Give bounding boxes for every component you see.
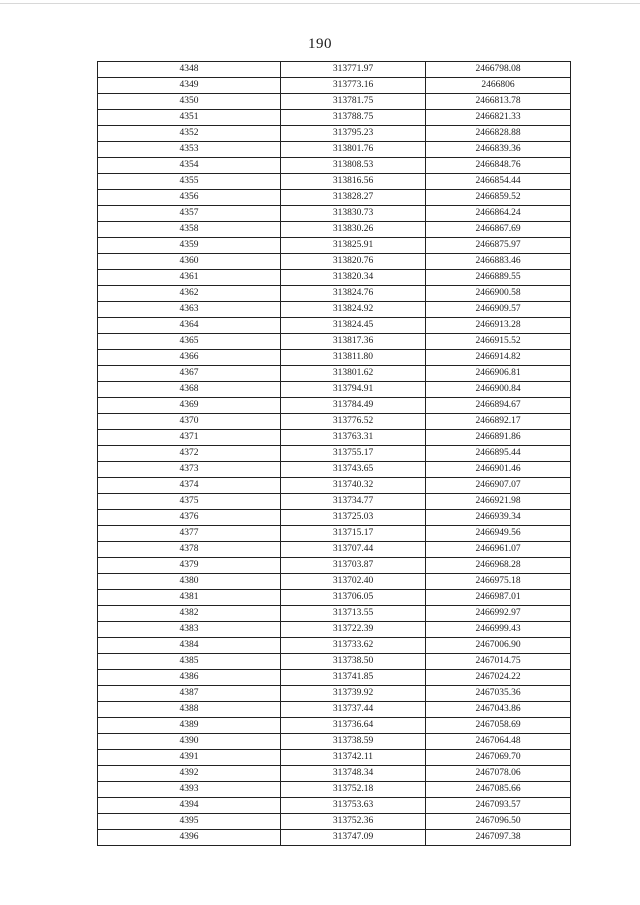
page-number: 190 xyxy=(308,36,332,52)
table-row xyxy=(98,126,571,142)
y-coordinate-cell: 2466839.36 xyxy=(426,142,571,158)
y-coordinate-cell: 2466901.46 xyxy=(426,462,571,478)
point-id-cell: 4379 xyxy=(98,558,281,574)
x-coordinate-cell: 313824.76 xyxy=(281,286,426,302)
x-coordinate-cell: 313743.65 xyxy=(281,462,426,478)
table-row xyxy=(98,750,571,766)
table-row xyxy=(98,542,571,558)
table-row xyxy=(98,606,571,622)
point-id-cell: 4396 xyxy=(98,830,281,846)
point-id-cell: 4352 xyxy=(98,126,281,142)
y-coordinate-cell: 2466949.56 xyxy=(426,526,571,542)
y-coordinate-cell: 2466798.08 xyxy=(426,62,571,78)
table-row xyxy=(98,238,571,254)
y-coordinate-cell: 2466875.97 xyxy=(426,238,571,254)
x-coordinate-cell: 313828.27 xyxy=(281,190,426,206)
x-coordinate-cell: 313737.44 xyxy=(281,702,426,718)
table-row xyxy=(98,670,571,686)
point-id-cell: 4364 xyxy=(98,318,281,334)
point-id-cell: 4387 xyxy=(98,686,281,702)
table-row xyxy=(98,622,571,638)
point-id-cell: 4356 xyxy=(98,190,281,206)
table-row xyxy=(98,734,571,750)
y-coordinate-cell: 2467058.69 xyxy=(426,718,571,734)
point-id-cell: 4381 xyxy=(98,590,281,606)
y-coordinate-cell: 2467085.66 xyxy=(426,782,571,798)
x-coordinate-cell: 313715.17 xyxy=(281,526,426,542)
y-coordinate-cell: 2466813.78 xyxy=(426,94,571,110)
table-row xyxy=(98,558,571,574)
x-coordinate-cell: 313747.09 xyxy=(281,830,426,846)
point-id-cell: 4370 xyxy=(98,414,281,430)
point-id-cell: 4369 xyxy=(98,398,281,414)
y-coordinate-cell: 2467024.22 xyxy=(426,670,571,686)
point-id-cell: 4393 xyxy=(98,782,281,798)
x-coordinate-cell: 313771.97 xyxy=(281,62,426,78)
y-coordinate-cell: 2467096.50 xyxy=(426,814,571,830)
x-coordinate-cell: 313795.23 xyxy=(281,126,426,142)
y-coordinate-cell: 2466864.24 xyxy=(426,206,571,222)
point-id-cell: 4388 xyxy=(98,702,281,718)
point-id-cell: 4355 xyxy=(98,174,281,190)
table-row xyxy=(98,286,571,302)
table-row xyxy=(98,414,571,430)
point-id-cell: 4360 xyxy=(98,254,281,270)
table-row xyxy=(98,158,571,174)
x-coordinate-cell: 313755.17 xyxy=(281,446,426,462)
y-coordinate-cell: 2467093.57 xyxy=(426,798,571,814)
y-coordinate-cell: 2466859.52 xyxy=(426,190,571,206)
table-row xyxy=(98,302,571,318)
x-coordinate-cell: 313722.39 xyxy=(281,622,426,638)
x-coordinate-cell: 313739.92 xyxy=(281,686,426,702)
table-row xyxy=(98,270,571,286)
point-id-cell: 4358 xyxy=(98,222,281,238)
point-id-cell: 4375 xyxy=(98,494,281,510)
table-row xyxy=(98,142,571,158)
table-row xyxy=(98,526,571,542)
x-coordinate-cell: 313752.36 xyxy=(281,814,426,830)
point-id-cell: 4394 xyxy=(98,798,281,814)
table-row xyxy=(98,478,571,494)
table-row xyxy=(98,110,571,126)
point-id-cell: 4363 xyxy=(98,302,281,318)
table-row xyxy=(98,798,571,814)
point-id-cell: 4373 xyxy=(98,462,281,478)
x-coordinate-cell: 313738.50 xyxy=(281,654,426,670)
point-id-cell: 4351 xyxy=(98,110,281,126)
table-row xyxy=(98,830,571,846)
point-id-cell: 4372 xyxy=(98,446,281,462)
y-coordinate-cell: 2466883.46 xyxy=(426,254,571,270)
y-coordinate-cell: 2466848.76 xyxy=(426,158,571,174)
table-row xyxy=(98,366,571,382)
x-coordinate-cell: 313734.77 xyxy=(281,494,426,510)
point-id-cell: 4390 xyxy=(98,734,281,750)
point-id-cell: 4349 xyxy=(98,78,281,94)
point-id-cell: 4354 xyxy=(98,158,281,174)
table-row xyxy=(98,222,571,238)
x-coordinate-cell: 313817.36 xyxy=(281,334,426,350)
y-coordinate-cell: 2466821.33 xyxy=(426,110,571,126)
x-coordinate-cell: 313794.91 xyxy=(281,382,426,398)
table-row xyxy=(98,590,571,606)
y-coordinate-cell: 2466961.07 xyxy=(426,542,571,558)
x-coordinate-cell: 313740.32 xyxy=(281,478,426,494)
table-row xyxy=(98,446,571,462)
x-coordinate-cell: 313820.76 xyxy=(281,254,426,270)
x-coordinate-cell: 313816.56 xyxy=(281,174,426,190)
y-coordinate-cell: 2466889.55 xyxy=(426,270,571,286)
table-row xyxy=(98,574,571,590)
point-id-cell: 4359 xyxy=(98,238,281,254)
y-coordinate-cell: 2467064.48 xyxy=(426,734,571,750)
y-coordinate-cell: 2466921.98 xyxy=(426,494,571,510)
table-row xyxy=(98,318,571,334)
x-coordinate-cell: 313752.18 xyxy=(281,782,426,798)
y-coordinate-cell: 2467078.06 xyxy=(426,766,571,782)
y-coordinate-cell: 2466968.28 xyxy=(426,558,571,574)
y-coordinate-cell: 2466867.69 xyxy=(426,222,571,238)
x-coordinate-cell: 313825.91 xyxy=(281,238,426,254)
table-row xyxy=(98,206,571,222)
x-coordinate-cell: 313808.53 xyxy=(281,158,426,174)
point-id-cell: 4374 xyxy=(98,478,281,494)
y-coordinate-cell: 2466854.44 xyxy=(426,174,571,190)
coordinate-table xyxy=(97,61,571,846)
y-coordinate-cell: 2466895.44 xyxy=(426,446,571,462)
table-row xyxy=(98,766,571,782)
table-row xyxy=(98,702,571,718)
y-coordinate-cell: 2466909.57 xyxy=(426,302,571,318)
x-coordinate-cell: 313736.64 xyxy=(281,718,426,734)
x-coordinate-cell: 313830.73 xyxy=(281,206,426,222)
x-coordinate-cell: 313781.75 xyxy=(281,94,426,110)
x-coordinate-cell: 313824.45 xyxy=(281,318,426,334)
point-id-cell: 4350 xyxy=(98,94,281,110)
x-coordinate-cell: 313706.05 xyxy=(281,590,426,606)
x-coordinate-cell: 313763.31 xyxy=(281,430,426,446)
x-coordinate-cell: 313738.59 xyxy=(281,734,426,750)
point-id-cell: 4380 xyxy=(98,574,281,590)
y-coordinate-cell: 2467035.36 xyxy=(426,686,571,702)
x-coordinate-cell: 313703.87 xyxy=(281,558,426,574)
table-row xyxy=(98,462,571,478)
point-id-cell: 4395 xyxy=(98,814,281,830)
table-row xyxy=(98,334,571,350)
point-id-cell: 4376 xyxy=(98,510,281,526)
table-row xyxy=(98,782,571,798)
y-coordinate-cell: 2466900.58 xyxy=(426,286,571,302)
point-id-cell: 4378 xyxy=(98,542,281,558)
point-id-cell: 4392 xyxy=(98,766,281,782)
y-coordinate-cell: 2467014.75 xyxy=(426,654,571,670)
table-row xyxy=(98,494,571,510)
x-coordinate-cell: 313824.92 xyxy=(281,302,426,318)
y-coordinate-cell: 2467097.38 xyxy=(426,830,571,846)
x-coordinate-cell: 313776.52 xyxy=(281,414,426,430)
y-coordinate-cell: 2466913.28 xyxy=(426,318,571,334)
x-coordinate-cell: 313801.76 xyxy=(281,142,426,158)
point-id-cell: 4371 xyxy=(98,430,281,446)
x-coordinate-cell: 313707.44 xyxy=(281,542,426,558)
x-coordinate-cell: 313784.49 xyxy=(281,398,426,414)
point-id-cell: 4385 xyxy=(98,654,281,670)
y-coordinate-cell: 2466992.97 xyxy=(426,606,571,622)
y-coordinate-cell: 2466828.88 xyxy=(426,126,571,142)
table-row xyxy=(98,638,571,654)
table-row xyxy=(98,190,571,206)
table-row xyxy=(98,654,571,670)
y-coordinate-cell: 2467069.70 xyxy=(426,750,571,766)
x-coordinate-cell: 313742.11 xyxy=(281,750,426,766)
y-coordinate-cell: 2466906.81 xyxy=(426,366,571,382)
table-row xyxy=(98,686,571,702)
table-row xyxy=(98,174,571,190)
point-id-cell: 4357 xyxy=(98,206,281,222)
y-coordinate-cell: 2466894.67 xyxy=(426,398,571,414)
y-coordinate-cell: 2466915.52 xyxy=(426,334,571,350)
table-row xyxy=(98,430,571,446)
x-coordinate-cell: 313753.63 xyxy=(281,798,426,814)
point-id-cell: 4382 xyxy=(98,606,281,622)
table-row xyxy=(98,718,571,734)
table-row xyxy=(98,94,571,110)
table-row xyxy=(98,814,571,830)
x-coordinate-cell: 313733.62 xyxy=(281,638,426,654)
point-id-cell: 4367 xyxy=(98,366,281,382)
point-id-cell: 4366 xyxy=(98,350,281,366)
coordinate-table-body xyxy=(98,62,571,846)
point-id-cell: 4368 xyxy=(98,382,281,398)
x-coordinate-cell: 313820.34 xyxy=(281,270,426,286)
point-id-cell: 4384 xyxy=(98,638,281,654)
point-id-cell: 4389 xyxy=(98,718,281,734)
y-coordinate-cell: 2466914.82 xyxy=(426,350,571,366)
x-coordinate-cell: 313811.80 xyxy=(281,350,426,366)
point-id-cell: 4383 xyxy=(98,622,281,638)
x-coordinate-cell: 313713.55 xyxy=(281,606,426,622)
table-row xyxy=(98,254,571,270)
table-row xyxy=(98,62,571,78)
y-coordinate-cell: 2466975.18 xyxy=(426,574,571,590)
point-id-cell: 4348 xyxy=(98,62,281,78)
y-coordinate-cell: 2466900.84 xyxy=(426,382,571,398)
y-coordinate-cell: 2467006.90 xyxy=(426,638,571,654)
table-row xyxy=(98,510,571,526)
x-coordinate-cell: 313801.62 xyxy=(281,366,426,382)
point-id-cell: 4365 xyxy=(98,334,281,350)
y-coordinate-cell: 2466907.07 xyxy=(426,478,571,494)
x-coordinate-cell: 313773.16 xyxy=(281,78,426,94)
y-coordinate-cell: 2466999.43 xyxy=(426,622,571,638)
y-coordinate-cell: 2466892.17 xyxy=(426,414,571,430)
point-id-cell: 4391 xyxy=(98,750,281,766)
x-coordinate-cell: 313748.34 xyxy=(281,766,426,782)
y-coordinate-cell: 2466891.86 xyxy=(426,430,571,446)
y-coordinate-cell: 2466987.01 xyxy=(426,590,571,606)
x-coordinate-cell: 313830.26 xyxy=(281,222,426,238)
point-id-cell: 4377 xyxy=(98,526,281,542)
point-id-cell: 4361 xyxy=(98,270,281,286)
point-id-cell: 4386 xyxy=(98,670,281,686)
x-coordinate-cell: 313702.40 xyxy=(281,574,426,590)
table-row xyxy=(98,398,571,414)
y-coordinate-cell: 2466806 xyxy=(426,78,571,94)
x-coordinate-cell: 313725.03 xyxy=(281,510,426,526)
table-row xyxy=(98,350,571,366)
table-row xyxy=(98,382,571,398)
table-row xyxy=(98,78,571,94)
x-coordinate-cell: 313788.75 xyxy=(281,110,426,126)
y-coordinate-cell: 2467043.86 xyxy=(426,702,571,718)
scan-edge-line xyxy=(0,3,640,4)
y-coordinate-cell: 2466939.34 xyxy=(426,510,571,526)
point-id-cell: 4353 xyxy=(98,142,281,158)
point-id-cell: 4362 xyxy=(98,286,281,302)
x-coordinate-cell: 313741.85 xyxy=(281,670,426,686)
